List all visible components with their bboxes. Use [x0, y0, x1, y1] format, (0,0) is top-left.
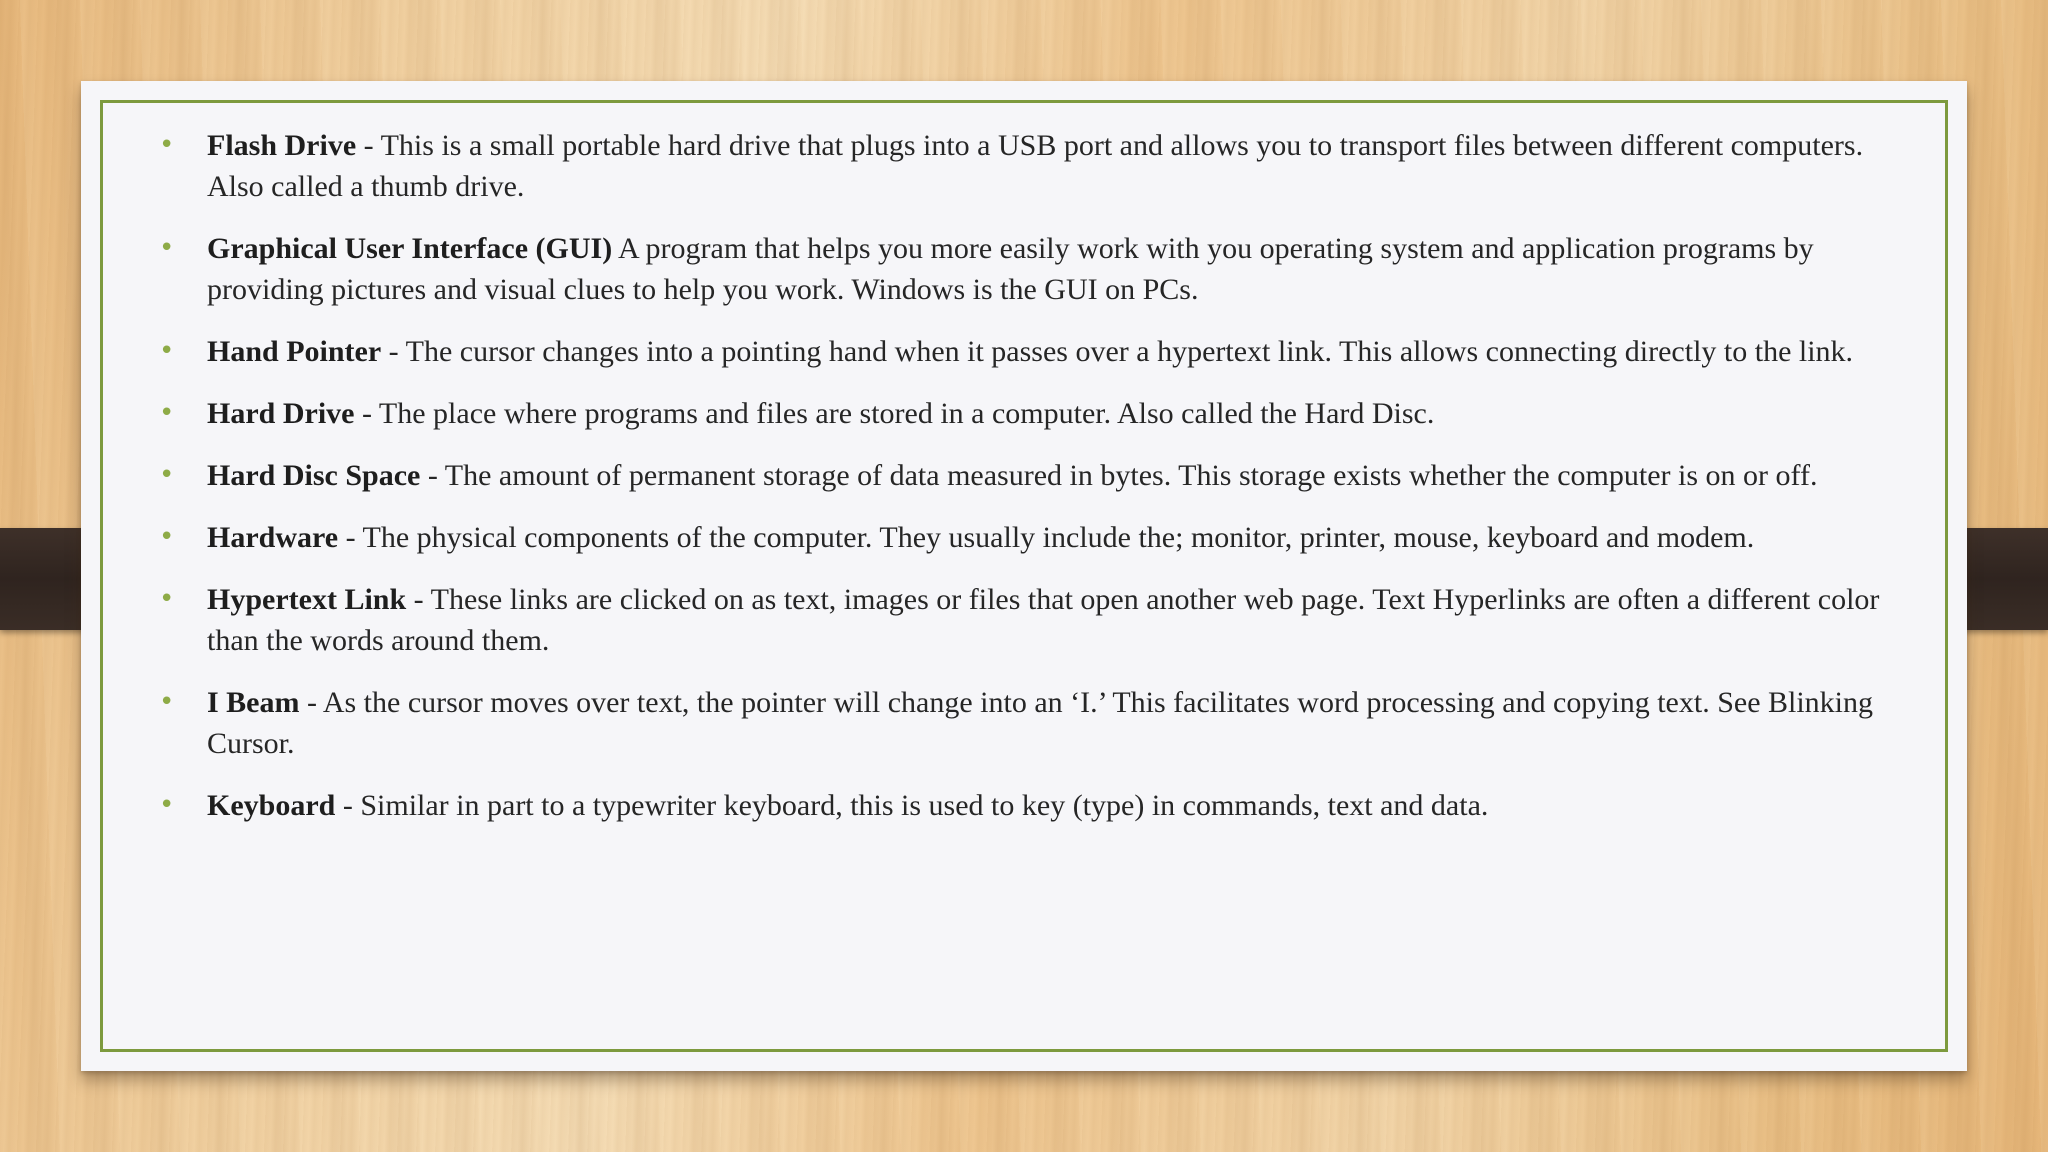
list-item [159, 785, 1899, 826]
glossary-definition: - Similar in part to a typewriter keyboard, this is used to key (type) in commands, text and data. [335, 789, 1489, 822]
bullet-dot-icon: • [159, 398, 175, 428]
glossary-term: Flash Drive [207, 129, 357, 162]
list-item [159, 682, 1899, 764]
slide-card [81, 81, 1967, 1071]
list-item [159, 579, 1899, 661]
glossary-definition: - As the cursor moves over text, the pointer will change into an ‘I.’ This facilitates word processing and copying text. See Blinking Cursor. [207, 686, 1874, 760]
glossary-definition: - The amount of permanent storage of data measured in bytes. This storage exists whether the computer is on or off. [420, 459, 1818, 492]
bullet-dot-icon: • [159, 460, 175, 490]
bullet-dot-icon: • [159, 687, 175, 717]
list-item [159, 455, 1899, 496]
list-item [159, 125, 1899, 207]
bullet-dot-icon: • [159, 233, 175, 263]
bullet-dot-icon: • [159, 336, 175, 366]
glossary-definition: - The cursor changes into a pointing hand when it passes over a hypertext link. This allows connecting directly to the link. [381, 335, 1854, 368]
glossary-definition: - This is a small portable hard drive that plugs into a USB port and allows you to transport files between different computers. Also called a thumb drive. [207, 129, 1864, 203]
glossary-definition: - The physical components of the computer. They usually include the; monitor, printer, mouse, keyboard and modem. [338, 521, 1755, 554]
glossary-term: Hypertext Link [207, 583, 407, 616]
glossary-definition: - The place where programs and files are stored in a computer. Also called the Hard Disc. [354, 397, 1435, 430]
glossary-definition: A program that helps you more easily work with you operating system and application programs by providing pictures and visual clues to help you work. Windows is the GUI on PCs. [207, 232, 1814, 306]
glossary-term: Graphical User Interface (GUI) [207, 232, 613, 265]
bullet-dot-icon: • [159, 522, 175, 552]
list-item [159, 331, 1899, 372]
bullet-dot-icon: • [159, 584, 175, 614]
list-item [159, 517, 1899, 558]
bullet-dot-icon: • [159, 130, 175, 160]
glossary-term: Keyboard [207, 789, 336, 822]
glossary-term: Hardware [207, 521, 339, 554]
glossary-term: Hand Pointer [207, 335, 382, 368]
list-item [159, 393, 1899, 434]
glossary-term: Hard Disc Space [207, 459, 421, 492]
glossary-term: Hard Drive [207, 397, 355, 430]
glossary-list [159, 125, 1899, 847]
glossary-term: I Beam [207, 686, 300, 719]
list-item [159, 228, 1899, 310]
bullet-dot-icon: • [159, 790, 175, 820]
glossary-definition: - These links are clicked on as text, images or files that open another web page. Text Hyperlinks are often a different color than the words around them. [207, 583, 1880, 657]
